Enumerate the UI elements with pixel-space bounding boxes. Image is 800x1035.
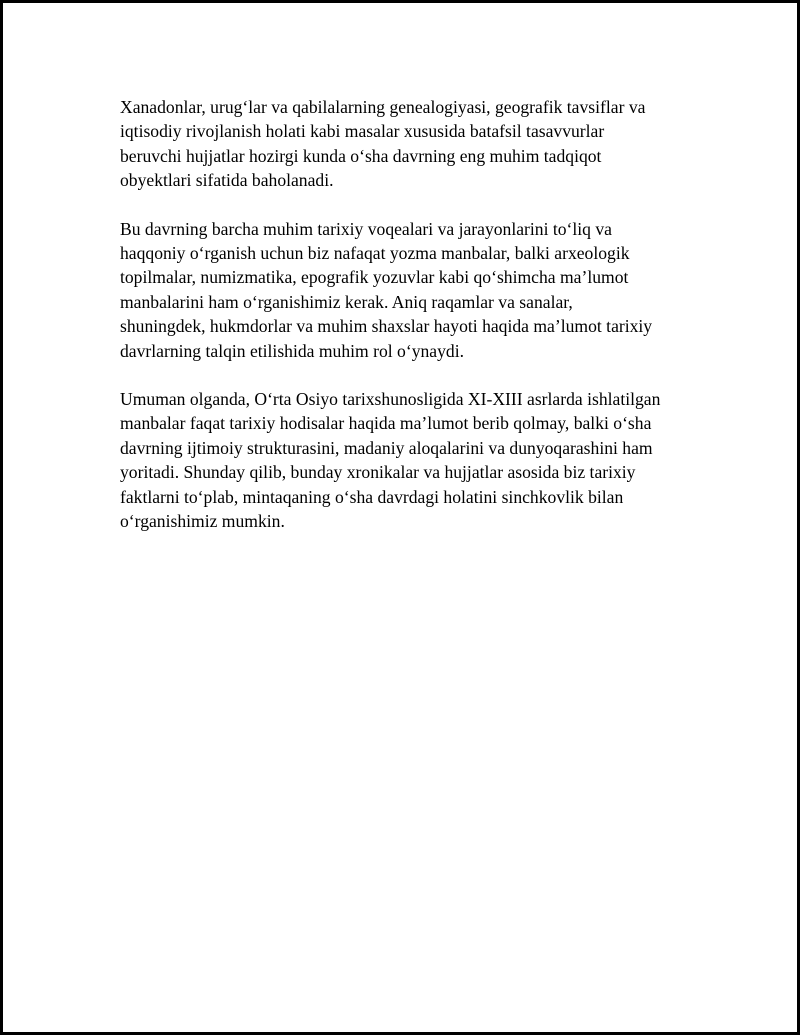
document-body [120, 95, 700, 558]
paragraph-3: Umuman olganda, O‘rta Osiyo tarixshunosligida XI-XIII asrlarda ishlatilgan manbalar faqat tarixiy hodisalar haqida ma’lumot berib qolmay, balki o‘sha davrning ijtimoiy strukturasini, madaniy aloqalarini va dunyoqarashini ham yoritadi. Shunday qilib, bunday xronikalar va hujjatlar asosida biz tarixiy faktlarni to‘plab, mintaqaning o‘sha davrdagi holatini sinchkovlik bilan o‘rganishimiz mumkin. [120, 389, 661, 532]
paragraph-1: Xanadonlar, urug‘lar va qabilalarning genealogiyasi, geografik tavsiflar va iqtisodiy rivojlanish holati kabi masalar xususida batafsil tasavvurlar beruvchi hujjatlar hozirgi kunda o‘sha davrning eng muhim tadqiqot obyektlari sifatida baholanadi. [120, 97, 646, 191]
paragraph-2: Bu davrning barcha muhim tarixiy voqealari va jarayonlarini to‘liq va haqqoniy o‘rganish uchun biz nafaqat yozma manbalar, balki arxeologik topilmalar, numizmatika, epografik yozuvlar kabi qo‘shimcha ma’lumot manbalarini ham o‘rganishimiz kerak. Aniq raqamlar va sanalar, shuningdek, hukmdorlar va muhim shaxslar hayoti haqida ma’lumot tarixiy davrlarning talqin etilishida muhim rol o‘ynaydi. [120, 218, 653, 361]
